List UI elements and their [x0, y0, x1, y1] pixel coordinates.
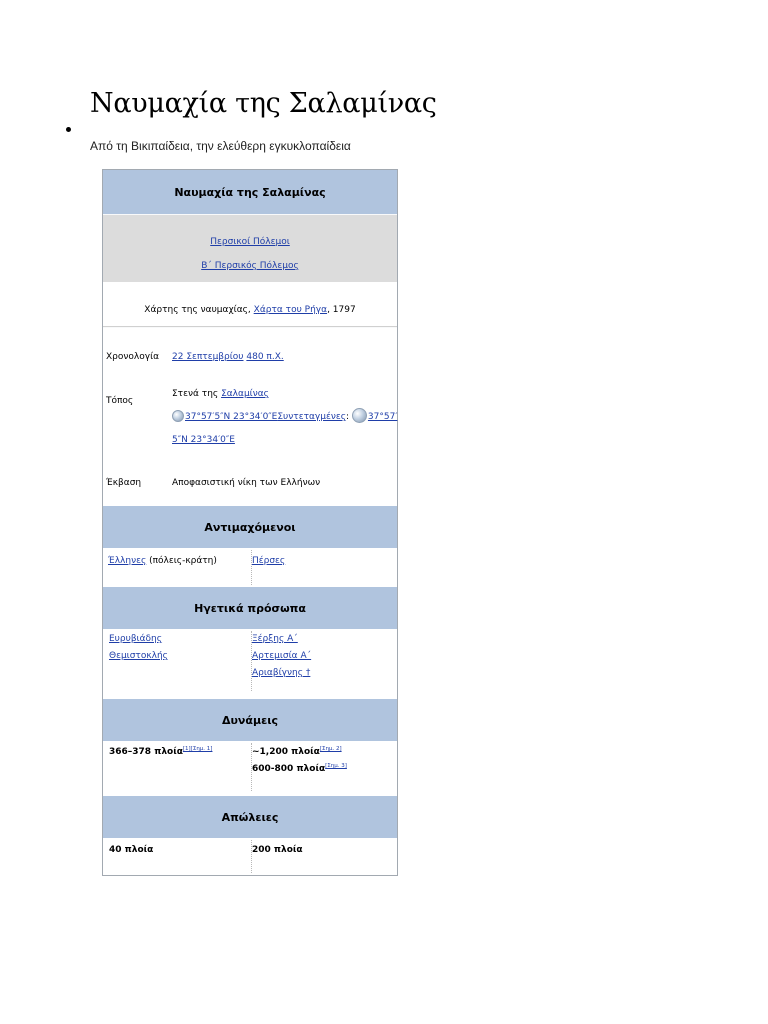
- strength-header: [103, 699, 397, 741]
- strength-persians-ref-2[interactable]: [Σημ. 3]: [325, 763, 347, 769]
- coordinates-separator: :: [346, 412, 352, 422]
- campaign-link-persian-wars[interactable]: Περσικοί Πόλεμοι: [210, 237, 290, 247]
- globe-icon[interactable]: [352, 408, 367, 423]
- details-section: [103, 328, 397, 506]
- date-day-link[interactable]: 22 Σεπτεμβρίου: [172, 352, 244, 362]
- campaign-section: [103, 215, 397, 282]
- casualties-greeks: 40 πλοία: [109, 845, 154, 855]
- map-caption-prefix: Χάρτης της ναυμαχίας,: [144, 305, 254, 315]
- casualties-persians: 200 πλοία: [252, 845, 303, 855]
- strength-greeks-value: 366–378 πλοία: [109, 747, 183, 757]
- map-caption-suffix: , 1797: [327, 305, 356, 315]
- commanders-header-text: Ηγετικά πρόσωπα: [194, 601, 306, 615]
- place-label: Τόπος: [106, 396, 134, 406]
- strength-header-text: Δυνάμεις: [221, 713, 278, 727]
- belligerent-greeks-link[interactable]: Έλληνες: [108, 556, 147, 566]
- date-label: Χρονολογία: [106, 352, 160, 362]
- belligerents-left: [108, 556, 217, 566]
- coordinates-link-2b[interactable]: 5″N 23°34′0″E: [172, 435, 235, 445]
- belligerent-persians-link[interactable]: Πέρσες: [252, 556, 286, 566]
- page-title: Ναυμαχία της Σαλαμίνας: [90, 88, 437, 119]
- list-bullet: [66, 127, 71, 132]
- place-prefix: Στενά της: [172, 389, 222, 399]
- strength-greeks-ref[interactable]: [1][Σημ. 1]: [182, 746, 213, 752]
- coordinates-line-2: [172, 435, 235, 445]
- commanders-header: [103, 587, 397, 629]
- result-label: Έκβαση: [106, 478, 142, 488]
- belligerents-header: [103, 506, 397, 548]
- place-link-salamis[interactable]: Σαλαμίνας: [221, 389, 269, 399]
- commander-themistocles-link[interactable]: Θεμιστοκλής: [109, 651, 168, 661]
- commander-eurybiades-link[interactable]: Ευρυβιάδης: [109, 634, 163, 644]
- strength-persians-ref-1[interactable]: [Σημ. 2]: [319, 746, 342, 752]
- commander-xerxes-link[interactable]: Ξέρξης Α΄: [252, 634, 298, 644]
- coordinates-link[interactable]: 37°57′5″N 23°34′0″E: [185, 412, 278, 422]
- page-subtitle: Από τη Βικιπαίδεια, την ελεύθερη εγκυκλοπαίδεια: [90, 139, 351, 153]
- result-value: Αποφασιστική νίκη των Ελλήνων: [172, 478, 321, 488]
- coordinates-line: [172, 408, 397, 423]
- strength-persians-value-2: 600-800 πλοία: [252, 764, 326, 774]
- casualties-header: [103, 796, 397, 838]
- commander-ariabignes-link[interactable]: Αριαβίγνης †: [252, 668, 311, 678]
- date-value: [172, 352, 284, 362]
- casualties-header-text: Απώλειες: [221, 810, 279, 824]
- date-year-link[interactable]: 480 π.Χ.: [246, 352, 284, 362]
- strength-persians-1: [252, 747, 342, 757]
- coordinates-label-link[interactable]: Συντεταγμένες: [277, 412, 347, 422]
- casualties-section: [103, 838, 397, 875]
- infobox: [102, 169, 398, 876]
- globe-icon[interactable]: [172, 410, 184, 422]
- strength-persians-2: [252, 764, 347, 774]
- strength-greeks: [109, 747, 212, 757]
- commander-artemisia-link[interactable]: Αρτεμισία Α΄: [252, 651, 312, 661]
- map-caption-link[interactable]: Χάρτα του Ρήγα: [253, 305, 328, 315]
- belligerents-right: [252, 556, 285, 566]
- place-value: [172, 389, 269, 399]
- commanders-section: [103, 629, 397, 699]
- campaign-link-second-persian-war[interactable]: Β΄ Περσικός Πόλεμος: [201, 261, 299, 271]
- strength-section: [103, 741, 397, 796]
- belligerents-header-text: Αντιμαχόμενοι: [204, 520, 296, 534]
- map-caption: [103, 305, 397, 315]
- coordinates-link-2a[interactable]: 37°57′: [367, 412, 398, 422]
- infobox-title: [103, 170, 397, 214]
- strength-persians-value-1: ~1,200 πλοία: [252, 747, 320, 757]
- infobox-title-text: Ναυμαχία της Σαλαμίνας: [174, 185, 326, 199]
- belligerents-left-suffix: (πόλεις-κράτη): [146, 556, 217, 566]
- belligerents-section: [103, 548, 397, 587]
- map-caption-section: [103, 282, 397, 327]
